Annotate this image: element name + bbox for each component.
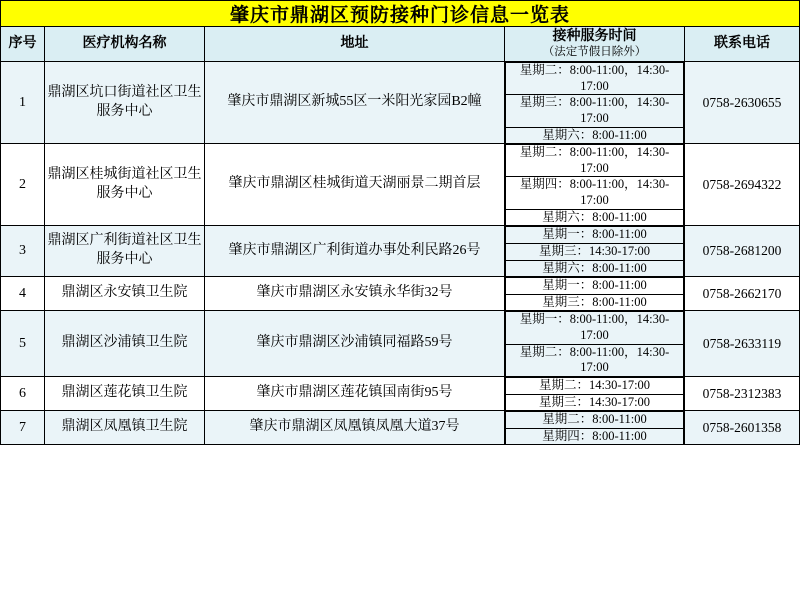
service-time-row xyxy=(506,412,684,429)
cell-index: 6 xyxy=(1,376,45,410)
cell-index: 4 xyxy=(1,277,45,311)
service-time-list xyxy=(505,62,684,143)
service-time-entry: 星期三：14:30-17:00 xyxy=(506,394,684,410)
column-header-time xyxy=(505,27,685,62)
service-time-row xyxy=(506,209,684,225)
cell-telephone: 0758-2601358 xyxy=(685,411,800,445)
service-time-entry: 星期一：8:00-11:00，14:30-17:00 xyxy=(506,312,684,344)
service-time-list xyxy=(505,226,684,276)
service-time-row xyxy=(506,344,684,376)
column-header-address: 地址 xyxy=(205,27,505,62)
cell-telephone: 0758-2662170 xyxy=(685,277,800,311)
cell-index: 3 xyxy=(1,226,45,277)
service-time-row xyxy=(506,260,684,276)
service-time-entry: 星期一：8:00-11:00 xyxy=(506,278,684,295)
cell-organization: 鼎湖区桂城街道社区卫生服务中心 xyxy=(45,144,205,226)
table-row xyxy=(1,311,800,377)
cell-service-time xyxy=(505,376,685,410)
service-time-row xyxy=(506,312,684,344)
cell-index: 7 xyxy=(1,411,45,445)
cell-organization: 鼎湖区凤凰镇卫生院 xyxy=(45,411,205,445)
service-time-entry: 星期二：8:00-11:00，14:30-17:00 xyxy=(506,145,684,177)
service-time-entry: 星期三：14:30-17:00 xyxy=(506,243,684,260)
cell-telephone: 0758-2633119 xyxy=(685,311,800,377)
service-time-list xyxy=(505,311,684,376)
service-time-list xyxy=(505,411,684,444)
cell-index: 5 xyxy=(1,311,45,377)
cell-address: 肇庆市鼎湖区桂城街道天湖丽景二期首层 xyxy=(205,144,505,226)
cell-organization: 鼎湖区广利街道社区卫生服务中心 xyxy=(45,226,205,277)
column-header-org: 医疗机构名称 xyxy=(45,27,205,62)
cell-address: 肇庆市鼎湖区新城55区一米阳光家园B2幢 xyxy=(205,62,505,144)
table-row xyxy=(1,62,800,144)
service-time-entry: 星期二：14:30-17:00 xyxy=(506,377,684,394)
column-header-time-sub: （法定节假日除外） xyxy=(542,45,647,58)
service-time-row xyxy=(506,177,684,209)
service-time-entry: 星期二：8:00-11:00，14:30-17:00 xyxy=(506,63,684,95)
cell-address: 肇庆市鼎湖区莲花镇国南街95号 xyxy=(205,376,505,410)
service-time-row xyxy=(506,63,684,95)
table-row xyxy=(1,144,800,226)
cell-service-time xyxy=(505,226,685,277)
table-row xyxy=(1,277,800,311)
service-time-entry: 星期六：8:00-11:00 xyxy=(506,127,684,143)
cell-service-time xyxy=(505,62,685,144)
clinic-info-table xyxy=(0,26,800,445)
service-time-entry: 星期四：8:00-11:00 xyxy=(506,428,684,444)
service-time-row xyxy=(506,227,684,244)
cell-address: 肇庆市鼎湖区凤凰镇凤凰大道37号 xyxy=(205,411,505,445)
cell-organization: 鼎湖区坑口街道社区卫生服务中心 xyxy=(45,62,205,144)
service-time-entry: 星期六：8:00-11:00 xyxy=(506,209,684,225)
column-header-index: 序号 xyxy=(1,27,45,62)
table-header-row xyxy=(1,27,800,62)
column-header-time-main: 接种服务时间 xyxy=(552,28,637,44)
cell-index: 2 xyxy=(1,144,45,226)
service-time-row xyxy=(506,394,684,410)
table-body xyxy=(1,62,800,445)
service-time-entry: 星期三：8:00-11:00，14:30-17:00 xyxy=(506,95,684,127)
document-title-bar xyxy=(0,0,800,26)
table-row xyxy=(1,411,800,445)
page-title: 肇庆市鼎湖区预防接种门诊信息一览表 xyxy=(229,5,570,26)
service-time-row xyxy=(506,127,684,143)
table-header xyxy=(1,27,800,62)
service-time-list xyxy=(505,377,684,410)
service-time-row xyxy=(506,428,684,444)
service-time-entry: 星期二：8:00-11:00 xyxy=(506,412,684,429)
service-time-row xyxy=(506,377,684,394)
cell-telephone: 0758-2694322 xyxy=(685,144,800,226)
service-time-entry: 星期一：8:00-11:00 xyxy=(506,227,684,244)
column-header-tel: 联系电话 xyxy=(685,27,800,62)
service-time-entry: 星期四：8:00-11:00，14:30-17:00 xyxy=(506,177,684,209)
cell-index: 1 xyxy=(1,62,45,144)
service-time-row xyxy=(506,145,684,177)
service-time-list xyxy=(505,277,684,310)
cell-service-time xyxy=(505,144,685,226)
cell-telephone: 0758-2630655 xyxy=(685,62,800,144)
cell-telephone: 0758-2681200 xyxy=(685,226,800,277)
service-time-entry: 星期六：8:00-11:00 xyxy=(506,260,684,276)
table-row xyxy=(1,376,800,410)
table-row xyxy=(1,226,800,277)
cell-address: 肇庆市鼎湖区沙浦镇同福路59号 xyxy=(205,311,505,377)
service-time-row xyxy=(506,243,684,260)
service-time-entry: 星期三：8:00-11:00 xyxy=(506,294,684,310)
service-time-entry: 星期二：8:00-11:00，14:30-17:00 xyxy=(506,344,684,376)
cell-telephone: 0758-2312383 xyxy=(685,376,800,410)
cell-address: 肇庆市鼎湖区广利街道办事处利民路26号 xyxy=(205,226,505,277)
service-time-row xyxy=(506,95,684,127)
cell-organization: 鼎湖区沙浦镇卫生院 xyxy=(45,311,205,377)
cell-address: 肇庆市鼎湖区永安镇永华街32号 xyxy=(205,277,505,311)
cell-service-time xyxy=(505,277,685,311)
cell-organization: 鼎湖区莲花镇卫生院 xyxy=(45,376,205,410)
service-time-row xyxy=(506,294,684,310)
cell-service-time xyxy=(505,411,685,445)
service-time-row xyxy=(506,278,684,295)
cell-service-time xyxy=(505,311,685,377)
service-time-list xyxy=(505,144,684,225)
cell-organization: 鼎湖区永安镇卫生院 xyxy=(45,277,205,311)
